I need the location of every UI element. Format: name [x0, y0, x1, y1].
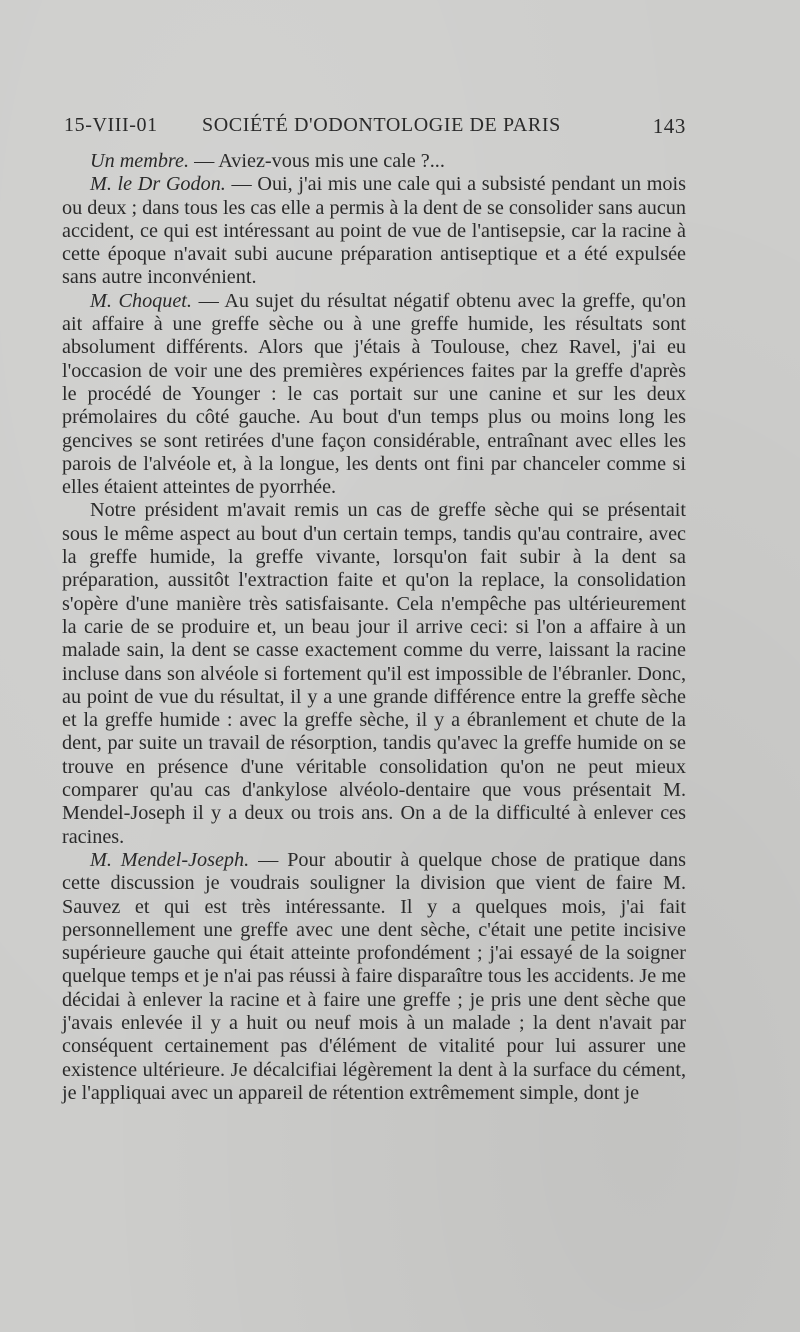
page-number: 143 — [652, 114, 686, 138]
speaker-name: M. le Dr Godon. — [90, 173, 226, 196]
paragraph-choquet — [62, 290, 686, 500]
paragraph-text: — Aviez-vous mis une cale ?... — [189, 150, 445, 172]
paragraph-text: — Pour aboutir à quelque chose de pratique dans cette discussion je voudrais souligner la division que vient de faire M. Sauvez et qui est très intéressante. Il y a quelques mois, j'ai fait personnellement une greffe avec une dent sèche, c'était une petite incisive supérieure gauche qui était atteinte profondément ; j'ai essayé de la soigner quelque temps et je n'ai pas réussi à faire disparaître tous les accidents. Je me décidai à enlever la racine et à faire une greffe ; je pris une dent sèche que j'avais enlevée il y a huit ou neuf mois à un malade ; la dent n'avait par conséquent certainement pas d'élément de vitalité pour lui assurer une existence ultérieure. Je décalcifiai légèrement la dent à la surface du cément, je l'appliquai avec un appareil de rétention extrêmement simple, dont je — [62, 848, 686, 1104]
paragraph-text: — Oui, j'ai mis une cale qui a subsisté pendant un mois ou deux ; dans tous les cas elle a permis à la dent de se consolider sans aucun accident, ce qui est intéressant au point de vue de l'antisepsie, car la racine à cette époque n'avait subi aucune préparation antiseptique et a été expulsée sans autre inconvénient. — [62, 173, 686, 289]
running-header — [64, 114, 686, 142]
paragraph-text: — Au sujet du résultat négatif obtenu avec la greffe, qu'on ait affaire à une greffe sèche ou à une greffe humide, les résultats sont absolument différents. Alors que j'étais à Toulouse, chez Ravel, j'ai eu l'occasion de voir une des premières expériences faites par la greffe d'après le procédé de Younger : le cas portait sur une canine et sur les deux prémolaires du côté gauche. Au bout d'un temps plus ou moins long les gencives se sont retirées d'une façon considérable, entraînant avec elles les parois de l'alvéole et, à la longue, les dents ont fini par chanceler comme si elles étaient atteintes de pyorrhée. — [62, 289, 686, 499]
speaker-name: M. Mendel-Joseph. — [90, 848, 250, 871]
speaker-name: M. Choquet. — [90, 289, 192, 312]
journal-title: SOCIÉTÉ D'ODONTOLOGIE DE PARIS — [202, 114, 561, 136]
paragraph-godon — [62, 173, 686, 289]
paragraph-choquet-continued — [62, 499, 686, 848]
issue-date: 15-VIII-01 — [64, 114, 158, 136]
paragraph-mendel-joseph — [62, 849, 686, 1105]
paragraph-text: Notre président m'avait remis un cas de greffe sèche qui se présentait sous le même aspect au bout d'un certain temps, tandis qu'au contraire, avec la greffe humide, la greffe vivante, lorsqu'on fait subir à la dent sa préparation, aussitôt l'extraction faite et qu'on la replace, la consolidation s'opère d'une manière très satisfaisante. Cela n'empêche pas ultérieurement la carie de se produire et, un beau jour il arrive ceci: si l'on a affaire à un malade sain, la dent se casse exactement comme du verre, laissant la racine incluse dans son alvéole si fortement qu'il est impossible de l'ébranler. Donc, au point de vue du résultat, il y a une grande différence entre la greffe sèche et la greffe humide : avec la greffe sèche, il y a ébranlement et chute de la dent, par suite un travail de résorption, tandis qu'avec la greffe humide on se trouve en présence d'une véritable consolidation qu'on ne peut mieux comparer qu'au cas d'ankylose alvéolo-dentaire que vous présentait M. Mendel-Joseph il y a deux ou trois ans. On a de la difficulté à enlever ces racines. — [62, 499, 686, 848]
speaker-name: Un membre. — [90, 150, 190, 172]
body-text — [62, 150, 686, 1105]
paragraph-un-membre — [62, 150, 686, 173]
